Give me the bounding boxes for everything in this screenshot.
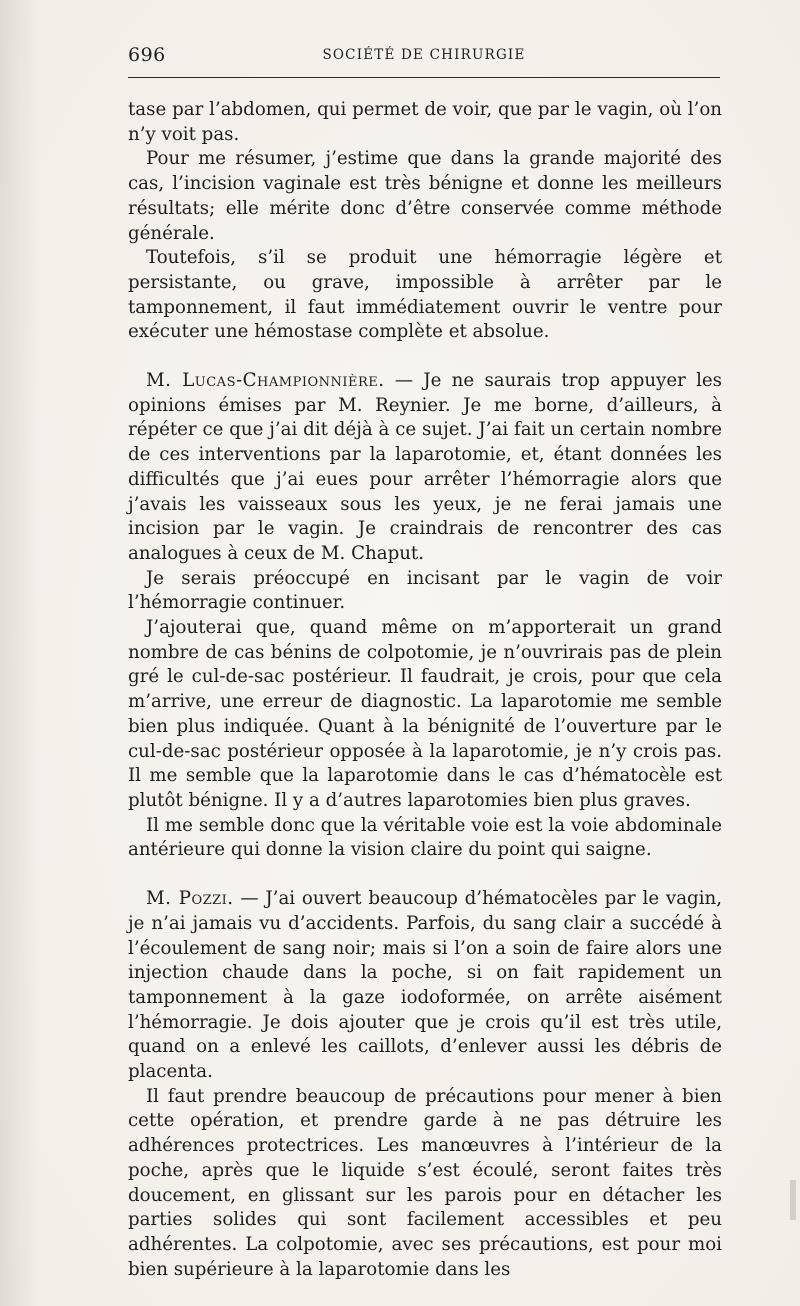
paragraph <box>128 1085 722 1283</box>
paragraph <box>128 814 722 863</box>
paragraph <box>128 98 722 147</box>
paragraph-text: Toutefois, s’il se produit une hémorragie légère et persistante, ou grave, impossible à arrêter par le tamponnement, il faut immédiatement ouvrir le ventre pour exécuter une hémostase complète et absolue. <box>128 247 722 343</box>
paragraph-text: Je serais préoccupé en incisant par le vagin de voir l’hémorragie continuer. <box>128 567 722 614</box>
page-edge-mark <box>790 1180 796 1220</box>
paragraph <box>128 616 722 814</box>
speaker-paragraph <box>128 369 722 567</box>
speaker-name: M. Pozzi. <box>146 888 234 910</box>
page-number: 696 <box>128 44 166 66</box>
paragraph <box>128 567 722 616</box>
binding-shadow <box>0 0 40 1306</box>
paragraph <box>128 246 722 345</box>
paragraph-text: Il faut prendre beaucoup de précautions pour mener à bien cette opération, et prendre garde à ne pas détruire les adhérences protectrices. Les manœuvres à l’intérieur de la poche, après que le liquide s’est écoulé, seront faites très doucement, en glissant sur les parois pour en détacher les parties solides qui sont facilement accessibles et peu adhérentes. La colpotomie, avec ses précautions, est pour moi bien supérieure à la laparotomie dans les <box>128 1085 722 1280</box>
paragraph-text: Pour me résumer, j’estime que dans la grande majorité des cas, l’incision vaginale est très bénigne et donne les meilleurs résultats; elle mérite donc d’être conservée comme méthode générale. <box>128 148 722 244</box>
paragraph <box>128 147 722 246</box>
running-title: SOCIÉTÉ DE CHIRURGIE <box>322 47 526 63</box>
paragraph-text: Il me semble donc que la véritable voie est la voie abdominale antérieure qui donne la vision claire du point qui saigne. <box>128 814 722 861</box>
paragraph-text: J’ajouterai que, quand même on m’apporterait un grand nombre de cas bénins de colpotomie, je n’ouvrirais pas de plein gré le cul-de-sac postérieur. Il faudrait, je crois, pour que cela m’arrive, une erreur de diagnostic. La laparotomie me semble bien plus indiquée. Quant à la bénignité de l’ouverture par le cul-de-sac postérieur opposée à la laparotomie, je n’y crois pas. Il me semble que la laparotomie dans le cas d’hématocèle est plutôt bénigne. Il y a d’autres laparotomies bien plus graves. <box>128 617 722 811</box>
paragraph-text: tase par l’abdomen, qui permet de voir, que par le vagin, où l’on n’y voit pas. <box>128 99 722 145</box>
page-header <box>128 44 720 74</box>
speaker-paragraph <box>128 887 722 1085</box>
header-rule <box>128 77 720 78</box>
paragraph-text: — Je ne saurais trop appuyer les opinions émises par M. Reynier. Je me borne, d’ailleurs, à répéter ce que j’ai dit déjà à ce sujet. J’ai fait un certain nombre de ces interventions par la laparotomie, et, étant données les difficultés que j’ai eues pour arrêter l’hémorragie alors que j’avais les vaisseaux sous les yeux, je ne ferai jamais une incision par le vagin. Je craindrais de rencontrer des cas analogues à ceux de M. Chaput. <box>128 370 722 564</box>
speaker-name: M. Lucas-Championnière. <box>146 370 385 392</box>
paragraph-text: — J’ai ouvert beaucoup d’hématocèles par le vagin, je n’ai jamais vu d’accidents. Parfois, du sang clair a succédé à l’écoulement de sang noir; mais si l’on a soin de faire alors une injection chaude dans la poche, si on fait rapidement un tamponnement à la gaze iodoformée, on arrête aisément l’hémorragie. Je dois ajouter que je crois qu’il est très utile, quand on a enlevé les caillots, d’enlever aussi les débris de placenta. <box>128 888 723 1083</box>
body-text <box>128 98 722 1282</box>
